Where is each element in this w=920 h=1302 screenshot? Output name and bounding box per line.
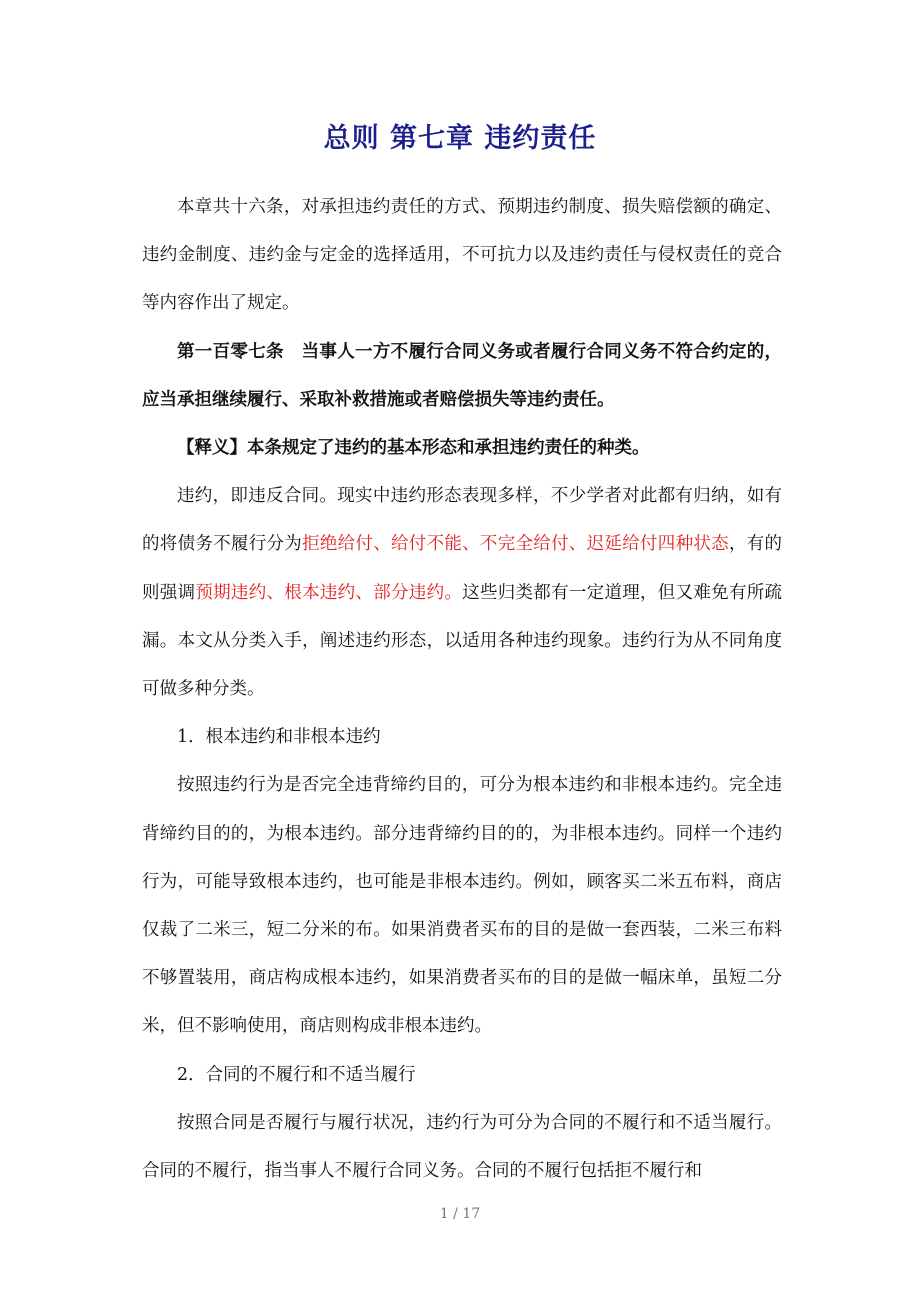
page-indicator: 1 / 17 <box>439 1206 481 1222</box>
para1-text-1: 违约，即违反合同。现实中违约形态表现多样，不少学者对此都有归纳，如有的将债务不履行分为 <box>142 486 782 555</box>
para1-highlight-2: 预期违约、根本违约、部分违约。 <box>195 582 463 603</box>
para1-highlight-1: 拒绝给付、给付不能、不完全给付、迟延给付四种状态 <box>302 534 729 555</box>
non-performance-paragraph: 按照合同是否履行与履行状况，违约行为可分为合同的不履行和不适当履行。合同的不履行，指当事人不履行合同义务。合同的不履行包括拒不履行和 <box>142 1112 782 1182</box>
interpretation-paragraph: 【释义】本条规定了违约的基本形态和承担违约责任的种类。 <box>177 438 650 459</box>
violation-forms-paragraph <box>142 472 782 713</box>
section-heading-2: 2．合同的不履行和不适当履行 <box>177 1064 416 1085</box>
document-body <box>142 183 782 1195</box>
intro-paragraph: 本章共十六条，对承担违约责任的方式、预期违约制度、损失赔偿额的确定、违约金制度、违约金与定金的选择适用，不可抗力以及违约责任与侵权责任的竞合等内容作出了规定。 <box>142 197 782 314</box>
para1-text-2: ，有的则强调 <box>142 534 783 603</box>
fundamental-breach-paragraph: 按照违约行为是否完全违背缔约目的，可分为根本违约和非根本违约。完全违背缔约目的的，为根本违约。部分违背缔约目的的，为非根本违约。同样一个违约行为，可能导致根本违约，也可能是非根本违约。例如，顾客买二米五布料，商店仅裁了二米三，短二分米的布。如果消费者买布的目的是做一套西装，二米三布料不够置装用，商店构成根本违约，如果消费者买布的目的是做一幅床单，虽短二分米，但不影响使用，商店则构成非根本违约。 <box>142 775 782 1037</box>
article-paragraph: 第一百零七条 当事人一方不履行合同义务或者履行合同义务不符合约定的，应当承担继续履行、采取补救措施或者赔偿损失等违约责任。 <box>142 341 782 410</box>
section-heading-1: 1．根本违约和非根本违约 <box>177 727 381 748</box>
para1-text-3: 这些归类都有一定道理，但又难免有所疏漏。本文从分类入手，阐述违约形态，以适用各种违约现象。违约行为从不同角度可做多种分类。 <box>142 582 783 700</box>
page-title: 总则 第七章 违约责任 <box>323 123 597 154</box>
